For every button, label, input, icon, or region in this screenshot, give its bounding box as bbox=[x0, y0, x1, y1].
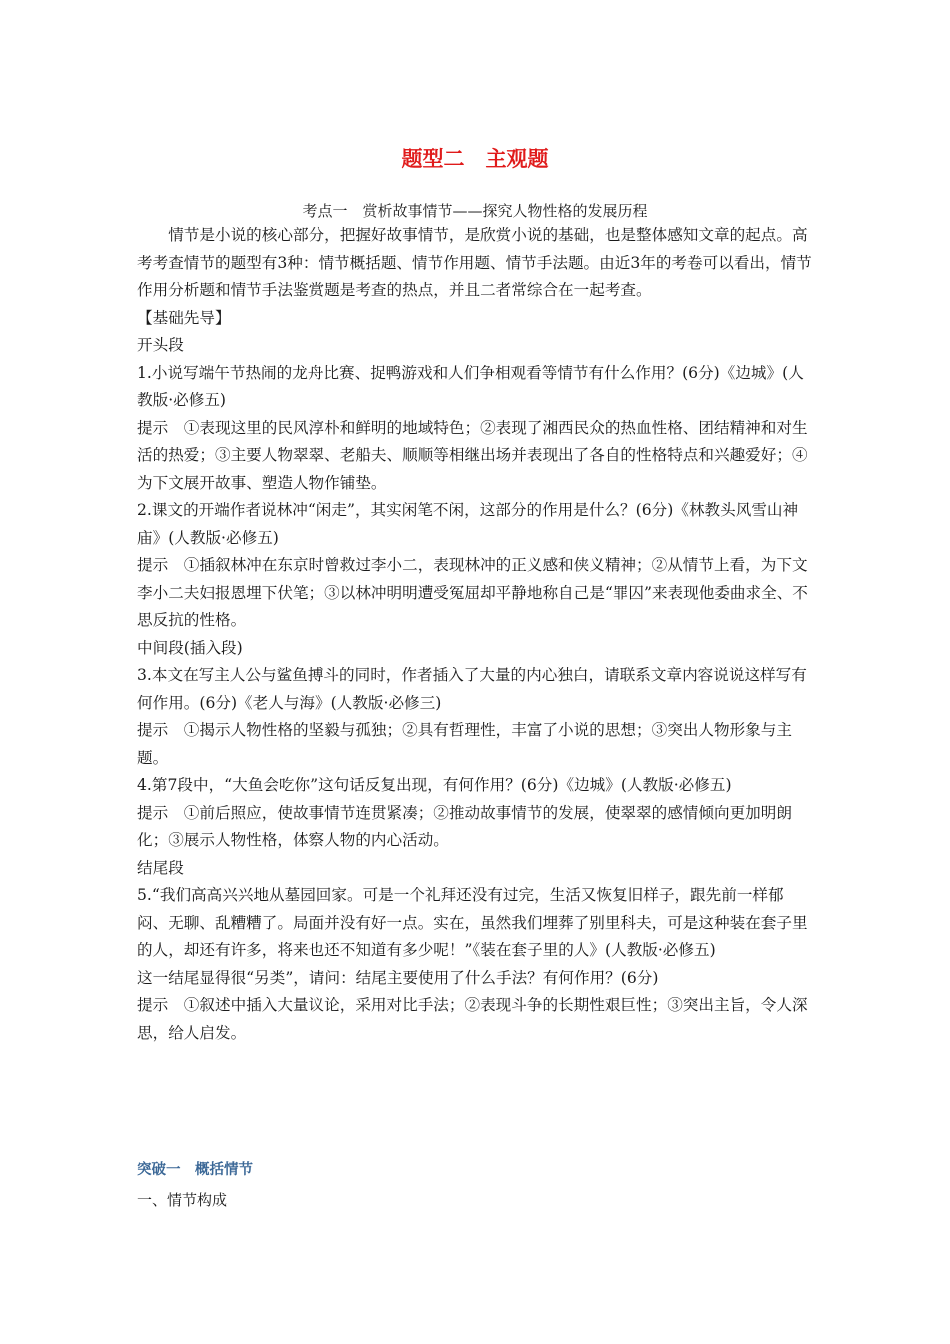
tip-label: 提示 bbox=[137, 418, 184, 437]
question-4: 4.第7段中，“大鱼会吃你”这句话反复出现，有何作用？(6分)《边城》(人教版·必修五) bbox=[137, 776, 732, 794]
intro-paragraph: 情节是小说的核心部分，把握好故事情节，是欣赏小说的基础，也是整体感知文章的起点。高考考查情节的题型有3种：情节概括题、情节作用题、情节手法题。由近3年的考卷可以看出，情节作用分析题和情节手法鉴赏题是考查的热点，并且二者常综合在一起考查。 bbox=[137, 226, 812, 299]
question-3: 3.本文在写主人公与鲨鱼搏斗的同时，作者插入了大量的内心独白，请联系文章内容说说这样写有何作用。(6分)《老人与海》(人教版·必修三) bbox=[137, 666, 807, 712]
question-5: 这一结尾显得很“另类”，请问：结尾主要使用了什么手法？有何作用？(6分) bbox=[137, 968, 659, 987]
tip-1-text: ①表现这里的民风淳朴和鲜明的地域特色；②表现了湘西民众的热血性格、团结精神和对生活的热爱；③主要人物翠翠、老船夫、顺顺等相继出场并表现出了各自的性格特点和兴趣爱好；④为下文展开故事、塑造人物作铺垫。 bbox=[137, 418, 808, 492]
question-5-passage: 5.“我们高高兴兴地从墓园回家。可是一个礼拜还没有过完，生活又恢复旧样子，跟先前一样郁闷、无聊、乱糟糟了。局面并没有好一点。实在，虽然我们埋葬了别里科夫，可是这种装在套子里的人，却还有许多，将来也还不知道有多少呢！”《装在套子里的人》(人教版·必修五) bbox=[137, 886, 808, 959]
tip-label: 提示 bbox=[137, 803, 184, 822]
tip-1 bbox=[137, 415, 813, 498]
breakthrough-subheading: 一、情节构成 bbox=[137, 1191, 228, 1209]
question-1: 1.小说写端午节热闹的龙舟比赛、捉鸭游戏和人们争相观看等情节有什么作用？(6分)《边城》(人教版·必修五) bbox=[137, 363, 804, 409]
tip-3 bbox=[137, 717, 813, 772]
tip-label: 提示 bbox=[137, 721, 184, 739]
part-middle-label: 中间段(插入段) bbox=[137, 638, 243, 657]
breakthrough-heading: 突破一 概括情节 bbox=[137, 1162, 253, 1178]
tip-label: 提示 bbox=[137, 556, 184, 574]
part-ending-label: 结尾段 bbox=[137, 858, 184, 877]
tip-4 bbox=[137, 800, 813, 855]
tip-2 bbox=[137, 552, 813, 635]
tip-4-text: ①前后照应，使故事情节连贯紧凑；②推动故事情节的发展，使翠翠的感情倾向更加明朗化；③展示人物性格，体察人物的内心活动。 bbox=[137, 803, 792, 849]
page-title: 题型二 主观题 bbox=[401, 147, 549, 171]
tip-5 bbox=[137, 992, 813, 1047]
document-body bbox=[137, 222, 813, 1047]
part-opening-label: 开头段 bbox=[137, 336, 184, 354]
question-2: 2.课文的开端作者说林冲“闲走”，其实闲笔不闲，这部分的作用是什么？(6分)《林教头风雪山神庙》(人教版·必修五) bbox=[137, 501, 799, 547]
tip-3-text: ①揭示人物性格的坚毅与孤独；②具有哲理性，丰富了小说的思想；③突出人物形象与主题。 bbox=[137, 721, 792, 767]
tip-label: 提示 bbox=[137, 996, 184, 1014]
tip-2-text: ①插叙林冲在东京时曾救过李小二，表现林冲的正义感和侠义精神；②从情节上看，为下文李小二夫妇报恩埋下伏笔；③以林冲明明遭受冤屈却平静地称自己是“罪囚”来表现他委曲求全、不思反抗的性格。 bbox=[137, 556, 808, 629]
section-subtitle: 考点一 赏析故事情节——探究人物性格的发展历程 bbox=[302, 202, 648, 220]
guide-heading: 【基础先导】 bbox=[137, 308, 231, 327]
breakthrough-section bbox=[137, 1155, 813, 1215]
tip-5-text: ①叙述中插入大量议论，采用对比手法；②表现斗争的长期性艰巨性；③突出主旨，令人深思，给人启发。 bbox=[137, 996, 808, 1042]
